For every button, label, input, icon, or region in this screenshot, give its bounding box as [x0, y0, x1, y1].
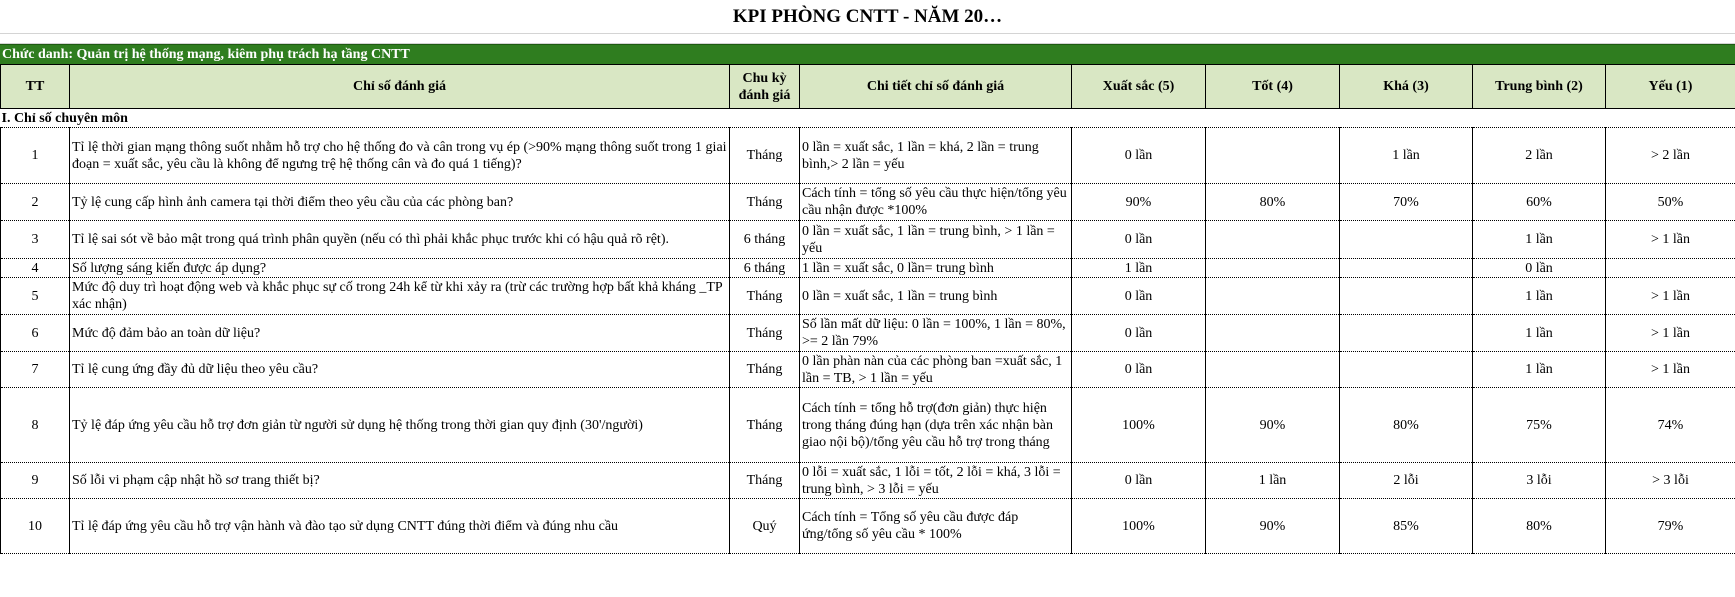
- good-cell: 1 lần: [1206, 463, 1340, 499]
- cycle-cell: Tháng: [730, 388, 800, 463]
- detail-cell: Cách tính = tổng hỗ trợ(đơn giản) thực hiện trong tháng đúng hạn (dựa trên xác nhận bàn giao nội bộ)/tổng yêu cầu hỗ trợ trong tháng: [800, 388, 1072, 463]
- average-cell: 1 lần: [1473, 315, 1606, 352]
- average-cell: 0 lần: [1473, 259, 1606, 278]
- indicator-cell: Tỷ lệ đáp ứng yêu cầu hỗ trợ đơn giản từ người sử dụng hệ thống trong thời gian quy định (30'/người): [70, 388, 730, 463]
- weak-cell: > 1 lần: [1606, 352, 1735, 388]
- cycle-cell: Tháng: [730, 278, 800, 315]
- weak-cell: 79%: [1606, 499, 1735, 554]
- indicator-cell: Tỉ lệ cung ứng đầy đủ dữ liệu theo yêu cầu?: [70, 352, 730, 388]
- indicator-cell: Mức độ đảm bảo an toàn dữ liệu?: [70, 315, 730, 352]
- cycle-cell: Tháng: [730, 184, 800, 221]
- header-detail: Chi tiết chỉ số đánh giá: [800, 65, 1072, 109]
- average-cell: 75%: [1473, 388, 1606, 463]
- table-row: [1, 128, 1735, 184]
- row-number: 2: [1, 184, 70, 221]
- detail-cell: 0 lần = xuất sắc, 1 lần = khá, 2 lần = trung bình,> 2 lần = yếu: [800, 128, 1072, 184]
- detail-cell: 0 lần = xuất sắc, 1 lần = trung bình: [800, 278, 1072, 315]
- fair-cell: [1340, 352, 1473, 388]
- spacer-row: [0, 34, 1735, 44]
- row-number: 3: [1, 221, 70, 259]
- row-number: 10: [1, 499, 70, 554]
- table-row: [1, 278, 1735, 315]
- row-number: 4: [1, 259, 70, 278]
- position-label: Chức danh: Quản trị hệ thống mạng, kiêm phụ trách hạ tầng CNTT: [0, 44, 1735, 64]
- row-number: 7: [1, 352, 70, 388]
- excellent-cell: 0 lần: [1072, 278, 1206, 315]
- good-cell: 90%: [1206, 499, 1340, 554]
- weak-cell: > 1 lần: [1606, 221, 1735, 259]
- detail-cell: 0 lần phàn nàn của các phòng ban =xuất sắc, 1 lần = TB, > 1 lần = yếu: [800, 352, 1072, 388]
- indicator-cell: Tỷ lệ cung cấp hình ảnh camera tại thời điểm theo yêu cầu của các phòng ban?: [70, 184, 730, 221]
- table-row: [1, 221, 1735, 259]
- excellent-cell: 1 lần: [1072, 259, 1206, 278]
- row-number: 5: [1, 278, 70, 315]
- table-row: [1, 463, 1735, 499]
- row-number: 1: [1, 128, 70, 184]
- weak-cell: > 1 lần: [1606, 315, 1735, 352]
- indicator-cell: Mức độ duy trì hoạt động web và khắc phục sự cố trong 24h kể từ khi xảy ra (trừ các trường hợp bất khả kháng _TP xác nhận): [70, 278, 730, 315]
- fair-cell: [1340, 315, 1473, 352]
- fair-cell: 80%: [1340, 388, 1473, 463]
- table-row: [1, 499, 1735, 554]
- row-number: 9: [1, 463, 70, 499]
- detail-cell: 0 lần = xuất sắc, 1 lần = trung bình, > 1 lần = yếu: [800, 221, 1072, 259]
- fair-cell: [1340, 259, 1473, 278]
- section-row: [1, 109, 1735, 128]
- average-cell: 3 lỗi: [1473, 463, 1606, 499]
- cycle-cell: Tháng: [730, 128, 800, 184]
- weak-cell: [1606, 259, 1735, 278]
- good-cell: [1206, 259, 1340, 278]
- header-average: Trung bình (2): [1473, 65, 1606, 109]
- weak-cell: > 2 lần: [1606, 128, 1735, 184]
- good-cell: [1206, 128, 1340, 184]
- average-cell: 80%: [1473, 499, 1606, 554]
- cycle-cell: 6 tháng: [730, 221, 800, 259]
- detail-cell: 1 lần = xuất sắc, 0 lần= trung bình: [800, 259, 1072, 278]
- table-row: [1, 184, 1735, 221]
- table-row: [1, 315, 1735, 352]
- excellent-cell: 0 lần: [1072, 352, 1206, 388]
- excellent-cell: 90%: [1072, 184, 1206, 221]
- excellent-cell: 0 lần: [1072, 221, 1206, 259]
- indicator-cell: Số lỗi vi phạm cập nhật hồ sơ trang thiết bị?: [70, 463, 730, 499]
- fair-cell: [1340, 221, 1473, 259]
- cycle-cell: Tháng: [730, 463, 800, 499]
- table-row: [1, 352, 1735, 388]
- fair-cell: 1 lần: [1340, 128, 1473, 184]
- fair-cell: 2 lỗi: [1340, 463, 1473, 499]
- page-title: KPI PHÒNG CNTT - NĂM 20…: [0, 0, 1735, 34]
- header-excellent: Xuất sắc (5): [1072, 65, 1206, 109]
- cycle-cell: Tháng: [730, 352, 800, 388]
- header-good: Tốt (4): [1206, 65, 1340, 109]
- header-tt: TT: [1, 65, 70, 109]
- header-cycle: Chu kỳ đánh giá: [730, 65, 800, 109]
- table-row: [1, 259, 1735, 278]
- header-row: [1, 65, 1735, 109]
- fair-cell: 70%: [1340, 184, 1473, 221]
- detail-cell: Cách tính = tổng số yêu cầu thực hiện/tổng yêu cầu nhận được *100%: [800, 184, 1072, 221]
- fair-cell: 85%: [1340, 499, 1473, 554]
- excellent-cell: 0 lần: [1072, 463, 1206, 499]
- indicator-cell: Tỉ lệ sai sót về bảo mật trong quá trình phân quyền (nếu có thì phải khắc phục trước khi có hậu quả rõ rệt).: [70, 221, 730, 259]
- excellent-cell: 100%: [1072, 388, 1206, 463]
- excellent-cell: 0 lần: [1072, 315, 1206, 352]
- indicator-cell: Tỉ lệ thời gian mạng thông suốt nhằm hỗ trợ cho hệ thống đo và cân trong vụ ép (>90% mạng thông suốt trong 1 giai đoạn = xuất sắc, yêu cầu là không để ngưng trệ hệ thống cân và đo quá 1 tiếng)?: [70, 128, 730, 184]
- detail-cell: Số lần mất dữ liệu: 0 lần = 100%, 1 lần = 80%, >= 2 lần 79%: [800, 315, 1072, 352]
- indicator-cell: Số lượng sáng kiến được áp dụng?: [70, 259, 730, 278]
- header-indicator: Chỉ số đánh giá: [70, 65, 730, 109]
- average-cell: 1 lần: [1473, 221, 1606, 259]
- cycle-cell: 6 tháng: [730, 259, 800, 278]
- good-cell: 80%: [1206, 184, 1340, 221]
- weak-cell: 50%: [1606, 184, 1735, 221]
- average-cell: 1 lần: [1473, 352, 1606, 388]
- good-cell: [1206, 278, 1340, 315]
- section-title: I. Chỉ số chuyên môn: [1, 109, 1735, 128]
- average-cell: 2 lần: [1473, 128, 1606, 184]
- header-weak: Yếu (1): [1606, 65, 1735, 109]
- excellent-cell: 100%: [1072, 499, 1206, 554]
- weak-cell: > 3 lỗi: [1606, 463, 1735, 499]
- fair-cell: [1340, 278, 1473, 315]
- excellent-cell: 0 lần: [1072, 128, 1206, 184]
- weak-cell: 74%: [1606, 388, 1735, 463]
- weak-cell: > 1 lần: [1606, 278, 1735, 315]
- average-cell: 60%: [1473, 184, 1606, 221]
- kpi-table: [0, 64, 1735, 554]
- good-cell: 90%: [1206, 388, 1340, 463]
- detail-cell: 0 lỗi = xuất sắc, 1 lỗi = tốt, 2 lỗi = khá, 3 lỗi = trung bình, > 3 lỗi = yếu: [800, 463, 1072, 499]
- average-cell: 1 lần: [1473, 278, 1606, 315]
- good-cell: [1206, 315, 1340, 352]
- indicator-cell: Tỉ lệ đáp ứng yêu cầu hỗ trợ vận hành và đào tạo sử dụng CNTT đúng thời điểm và đúng nhu cầu: [70, 499, 730, 554]
- row-number: 8: [1, 388, 70, 463]
- header-fair: Khá (3): [1340, 65, 1473, 109]
- good-cell: [1206, 352, 1340, 388]
- detail-cell: Cách tính = Tổng số yêu cầu được đáp ứng/tổng số yêu cầu * 100%: [800, 499, 1072, 554]
- cycle-cell: Tháng: [730, 315, 800, 352]
- table-row: [1, 388, 1735, 463]
- row-number: 6: [1, 315, 70, 352]
- good-cell: [1206, 221, 1340, 259]
- cycle-cell: Quý: [730, 499, 800, 554]
